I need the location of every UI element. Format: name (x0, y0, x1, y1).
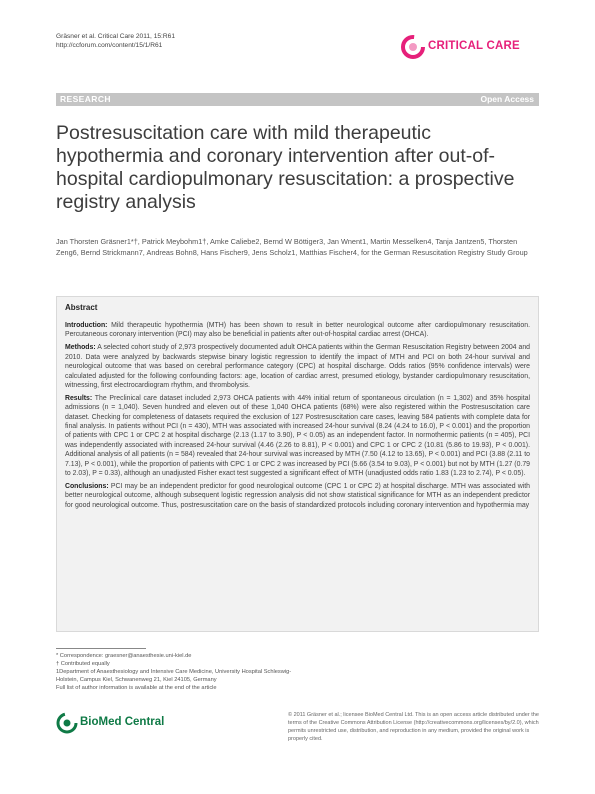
license-text: © 2011 Gräsner et al.; licensee BioMed Central Ltd. This is an open access article distributed under the terms of the Creative Commons Attribution License (http://creativecommons.org/licenses/by/2.0), which permits unrestricted use, distribution, and reproduction in any medium, provided the original work is properly cited. (288, 712, 539, 742)
article-title: Postresuscitation care with mild therapeutic hypothermia and coronary intervention after out-of-hospital cardiopulmonary resuscitation: a prospective registry analysis (56, 122, 515, 213)
author-list: Jan Thorsten Gräsner1*†, Patrick Meybohm1†, Amke Caliebe2, Bernd W Böttiger3, Jan Wnent1, Martin Messelken4, Tanja Jantzen5, Thorsten Zeng6, Bernd Strickmann7, Andreas Bohn8, Hans Fischer9, Jens Scholz1, Matthias Fischer4, for the German Resuscitation Registry Study Group (56, 237, 528, 257)
abstract-conclusions-text: PCI may be an independent predictor for good neurological outcome (CPC 1 or CPC 2) at hospital discharge. MTH was associated with better neurological outcome, although subsequent logistic regression analysis did not show statistical significance for MTH as an independent predictor for good neurological outcome. Thus, postresuscitation care on the basis of standardized protocols including coronary intervention and hypothermia may (65, 483, 530, 509)
open-access-label: Open Access (480, 94, 534, 104)
footnotes (56, 648, 296, 692)
abstract-results-label: Results: (65, 394, 93, 402)
abstract-results (65, 394, 530, 479)
abstract-conclusions (65, 482, 530, 510)
article-type-band (56, 93, 539, 106)
citation-header (56, 32, 175, 50)
citation-line-2[interactable]: http://ccforum.com/content/15/1/R61 (56, 42, 163, 49)
biomed-central-logo-text: BioMed Central (80, 716, 165, 728)
footnote-correspondence[interactable]: * Correspondence: graesner@anaesthesie.uni-kiel.de (56, 653, 192, 659)
biomed-central-logo-icon (56, 712, 78, 734)
critical-care-logo-text: CRITICAL CARE (428, 40, 520, 52)
abstract-box (56, 296, 539, 632)
abstract-methods-label: Methods: (65, 344, 96, 352)
abstract-methods-text: A selected cohort study of 2,973 prospectively documented adult OHCA patients within the German Resuscitation Registry between 2004 and 2010. Data were analyzed by backwards stepwise binary logistic regression to identify the impact of MTH and PCI on both 24-hour survival and neurological outcome that was based on cerebral performance category (CPC) at hospital discharge. Odds ratios (95% confidence intervals) were calculated adjusted for the following confounding factors: age, location of cardiac arrest, presumed etiology, bystander cardiopulmonary resuscitation, witnessing, first electrocardiogram rhythm, and thrombolysis. (65, 344, 530, 389)
abstract-introduction-label: Introduction: (65, 322, 108, 329)
critical-care-logo (400, 30, 540, 72)
article-type-label: RESEARCH (60, 94, 111, 104)
critical-care-logo-icon (400, 34, 426, 60)
abstract-heading: Abstract (65, 303, 98, 312)
abstract-methods (65, 343, 530, 390)
footnote-rule (56, 648, 146, 649)
footnote-affiliation: 1Department of Anaesthesiology and Intensive Care Medicine, University Hospital Schleswig-Holstein, Campus Kiel, Schwanenweg 21, Kiel 24105, Germany (56, 669, 292, 683)
abstract-results-text: The Preclinical care dataset included 2,973 OHCA patients with 44% initial return of spontaneous circulation (n = 1,302) and 35% hospital admissions (n = 1,040). Seven hundred and eleven out of these 1,040 OHCA patients (68%) were also registered within the Postresuscitation care dataset. Checking for completeness of datasets required the exclusion of 127 Postresuscitation care cases, leaving 584 patients with complete data for final analysis. In patients without PCI (n = 430), MTH was associated with increased 24-hour survival (8.24 (4.24 to 16.0), P < 0.001) and the proportion of patients with CPC 1 or CPC 2 at hospital discharge (2.13 (1.17 to 3.90), P < 0.05) as an independent factor. In normothermic patients (n = 405), PCI was independently associated with increased 24-hour survival (4.46 (2.26 to 8.81), P < 0.001) and CPC 1 or CPC 2 (10.81 (5.86 to 19.93), P < 0.001). Additional analysis of all patients (n = 584) revealed that 24-hour survival was increased by MTH (7.50 (4.12 to 13.65), P < 0.001) and PCI (3.88 (2.11 to 7.13), P < 0.001), while the proportion of patients with CPC 1 or CPC 2 was increased by PCI (5.66 (3.54 to 9.03), P < 0.001) but not by MTH (1.27 (0.79 to 2.03), P = 0.33), although an unadjusted Fisher exact test suggested a significant effect of MTH (unadjusted odds ratio 1.83 (1.23 to 2.74), P < 0.05). (65, 394, 530, 478)
abstract-introduction (65, 321, 530, 340)
citation-line-1: Gräsner et al. Critical Care 2011, 15:R61 (56, 33, 175, 40)
footnote-contributed: † Contributed equally (56, 661, 110, 667)
abstract-introduction-text: Mild therapeutic hypothermia (MTH) has been shown to result in better neurological outcome after cardiopulmonary resuscitation. Percutaneous coronary intervention (PCI) may also be beneficial in patients after out-of-hospital cardiac arrest (OHCA). (65, 322, 530, 339)
footnote-full-list: Full list of author information is available at the end of the article (56, 685, 217, 691)
biomed-central-logo (56, 710, 216, 740)
abstract-conclusions-label: Conclusions: (65, 483, 109, 490)
